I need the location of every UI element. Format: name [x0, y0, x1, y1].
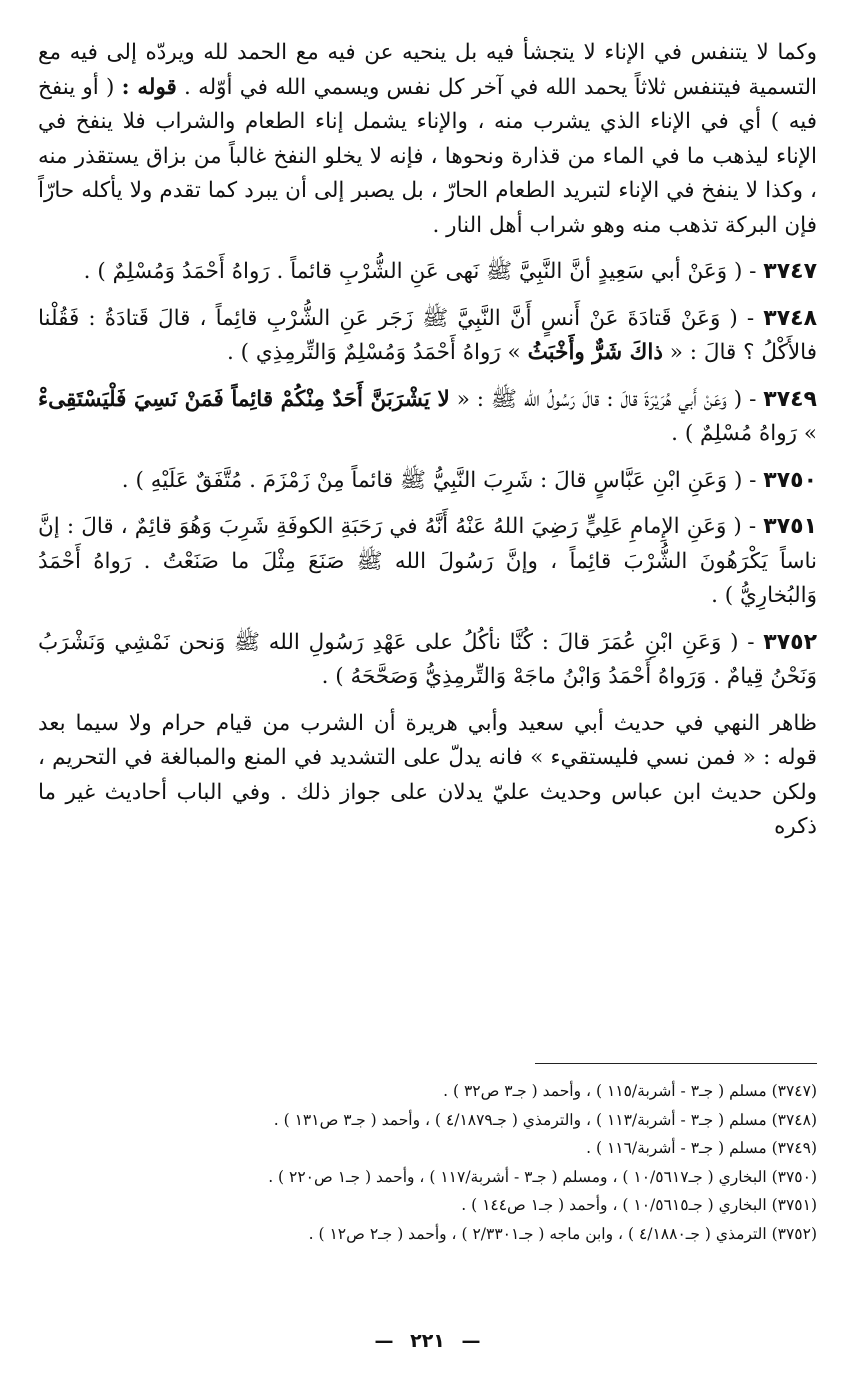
hadith-3749: ٣٧٤٩ - ( وَعَنْ أَبي هُرَيْرَةَ قالَ : قالَ رَسُولُ الله ﷺ : « لا يَشْرَبَنَّ أَحَدٌ مِنْكُمْ قائِماً فَمَنْ نَسِيَ فَلْيَسْتَقِىءْ » رَواهُ مُسْلِمٌ ) .	[38, 386, 817, 446]
footnote-3752: (٣٧٥٢) الترمذي ( جـ٤/١٨٨٠ ) ، وابن ماجه ( جـ٢/٣٣٠١ ) ، وأحمد ( جـ٢ ص١٢ ) .	[308, 1224, 817, 1243]
footnote-3748: (٣٧٤٨) مسلم ( جـ٣ - أشربة/١١٣ ) ، والترمذي ( جـ٤/١٨٧٩ ) ، وأحمد ( جـ٣ ص١٣١ ) .	[273, 1110, 817, 1129]
footnote-3747: (٣٧٤٧) مسلم ( جـ٣ - أشربة/١١٥ ) ، وأحمد ( جـ٣ ص٣٢ ) .	[443, 1082, 817, 1100]
hadith-emphasis: لا يَشْرَبَنَّ أَحَدٌ مِنْكُمْ قائِماً فَمَنْ نَسِيَ فَلْيَسْتَقِىءْ	[38, 386, 450, 412]
footnote-3751: (٣٧٥١) البخاري ( جـ١٠/٥٦١٥ ) ، وأحمد ( جـ١ ص١٤٤ ) .	[461, 1196, 817, 1214]
page-number: — ٢٢١ —	[374, 1330, 481, 1352]
hadith-3751	[38, 510, 817, 614]
paragraph-intro: وكما لا يتنفس في الإناء لا يتجشأ فيه بل ينحيه عن فيه مع الحمد لله ويردّه إلى فيه مع التسمية فيتنفس ثلاثاً يحمد الله في آخر كل نفس ويسمي الله في أوّله . قوله : ( أو ينفخ فيه ) أي في الإناء الذي يشرب منه ، والإناء يشمل إناء الطعام والشراب فلا ينفخ في الإناء ليذهب ما في الماء من قذارة ونحوها ، فإنه لا يخلو النفخ غالباً من بزاق يستقذر منه ، وكذا لا ينفخ في الإناء لتبريد الطعام الحارّ ، بل يصبر إلى أن يبرد كما تقدم ولا يأكله حارّاً فإن البركة تذهب منه وهو شراب أهل النار .	[38, 40, 817, 238]
hadith-number: ٣٧٤٨	[763, 305, 817, 331]
hadith-number: ٣٧٥٠	[763, 467, 817, 493]
hadith-number: ٣٧٤٧	[763, 259, 817, 284]
hadith-3752	[38, 626, 817, 695]
qawluh-label: قوله :	[121, 74, 177, 100]
commentary-paragraph: ظاهر النهي في حديث أبي سعيد وأبي هريرة أن الشرب من قيام حرام ولا سيما بعد قوله : « فمن نسي فليستقيء » فانه يدلّ على التشديد في المنع والمبالغة في التحريم ، ولكن حديث ابن عباس وحديث عليّ يدلان على جواز ذلك . وفي الباب أحاديث غير ما ذكره	[38, 710, 817, 839]
footnotes	[38, 1077, 817, 1248]
hadith-3748: ٣٧٤٨ - ( وَعَنْ قَتادَةَ عَنْ أَنسٍ أَنَّ النَّبِيَّ ﷺ زَجَر عَنِ الشُّرْبِ قائِماً ، قالَ قَتادَةُ : فَقُلْنا فالأَكْلُ ؟ قالَ : « ذاكَ شَرٌّ وأَخْبَثُ » رَواهُ أَحْمَدُ وَمُسْلِمٌ وَالتِّرمِذِي ) .	[38, 305, 817, 365]
hadith-emphasis: ذاكَ شَرٌّ وأَخْبَثُ	[527, 340, 663, 365]
hadith-text: - ( وَعَنِ ابْنِ عُمَرَ قالَ : كُنَّا نأكُلُ على عَهْدِ رَسُولِ الله ﷺ وَنحن نَمْشِي وَنَشْرَبُ وَنَحْنُ قِيامٌ . وَرَواهُ أَحْمَدُ وَابْنُ ماجَهْ وَالتِّرمِذِيُّ وَصَحَّحَهُ ) .	[38, 629, 817, 689]
hadith-text: - ( وَعَنِ الإِمامِ عَلِيٍّ رَضِيَ اللهُ عَنْهُ أَنَّهُ في رَحَبَةِ الكوفَةِ شَرِبَ وَهُوَ قائِمٌ ، قالَ : إنَّ ناساً يَكْرَهُونَ الشُّرْبَ قائِماً ، وإنَّ رَسُولَ الله ﷺ صَنَعَ مِثْلَ ما صَنَعْتُ . رَواهُ أَحْمَدُ وَالبُخارِيُّ ) .	[38, 514, 817, 608]
hadith-number: ٣٧٥١	[763, 514, 818, 539]
hadith-text: - ( وَعَنِ ابْنِ عَبَّاسٍ قالَ : شَرِبَ النَّبِيُّ ﷺ قائماً مِنْ زَمْزَمَ . مُتَّفَقٌ عَلَيْهِ ) .	[121, 467, 757, 493]
footnote-3750: (٣٧٥٠) البخاري ( جـ١٠/٥٦١٧ ) ، ومسلم ( جـ٣ - أشربة/١١٧ ) ، وأحمد ( جـ١ ص٢٢٠ ) .	[268, 1167, 817, 1186]
footnote-3749: (٣٧٤٩) مسلم ( جـ٣ - أشربة/١١٦ ) .	[586, 1139, 817, 1157]
main-text	[38, 36, 817, 845]
hadith-3750	[38, 464, 817, 499]
hadith-number: ٣٧٥٢	[763, 629, 817, 655]
footnote-divider	[535, 1063, 817, 1064]
hadith-number: ٣٧٤٩	[763, 386, 817, 412]
hadith-3747	[38, 255, 817, 290]
hadith-text: - ( وَعَنْ أبي سَعِيدٍ أنَّ النَّبِيَّ ﷺ نَهى عَنِ الشُّرْبِ قائماً . رَواهُ أَحْمَدُ وَمُسْلِمٌ ) .	[83, 259, 757, 284]
